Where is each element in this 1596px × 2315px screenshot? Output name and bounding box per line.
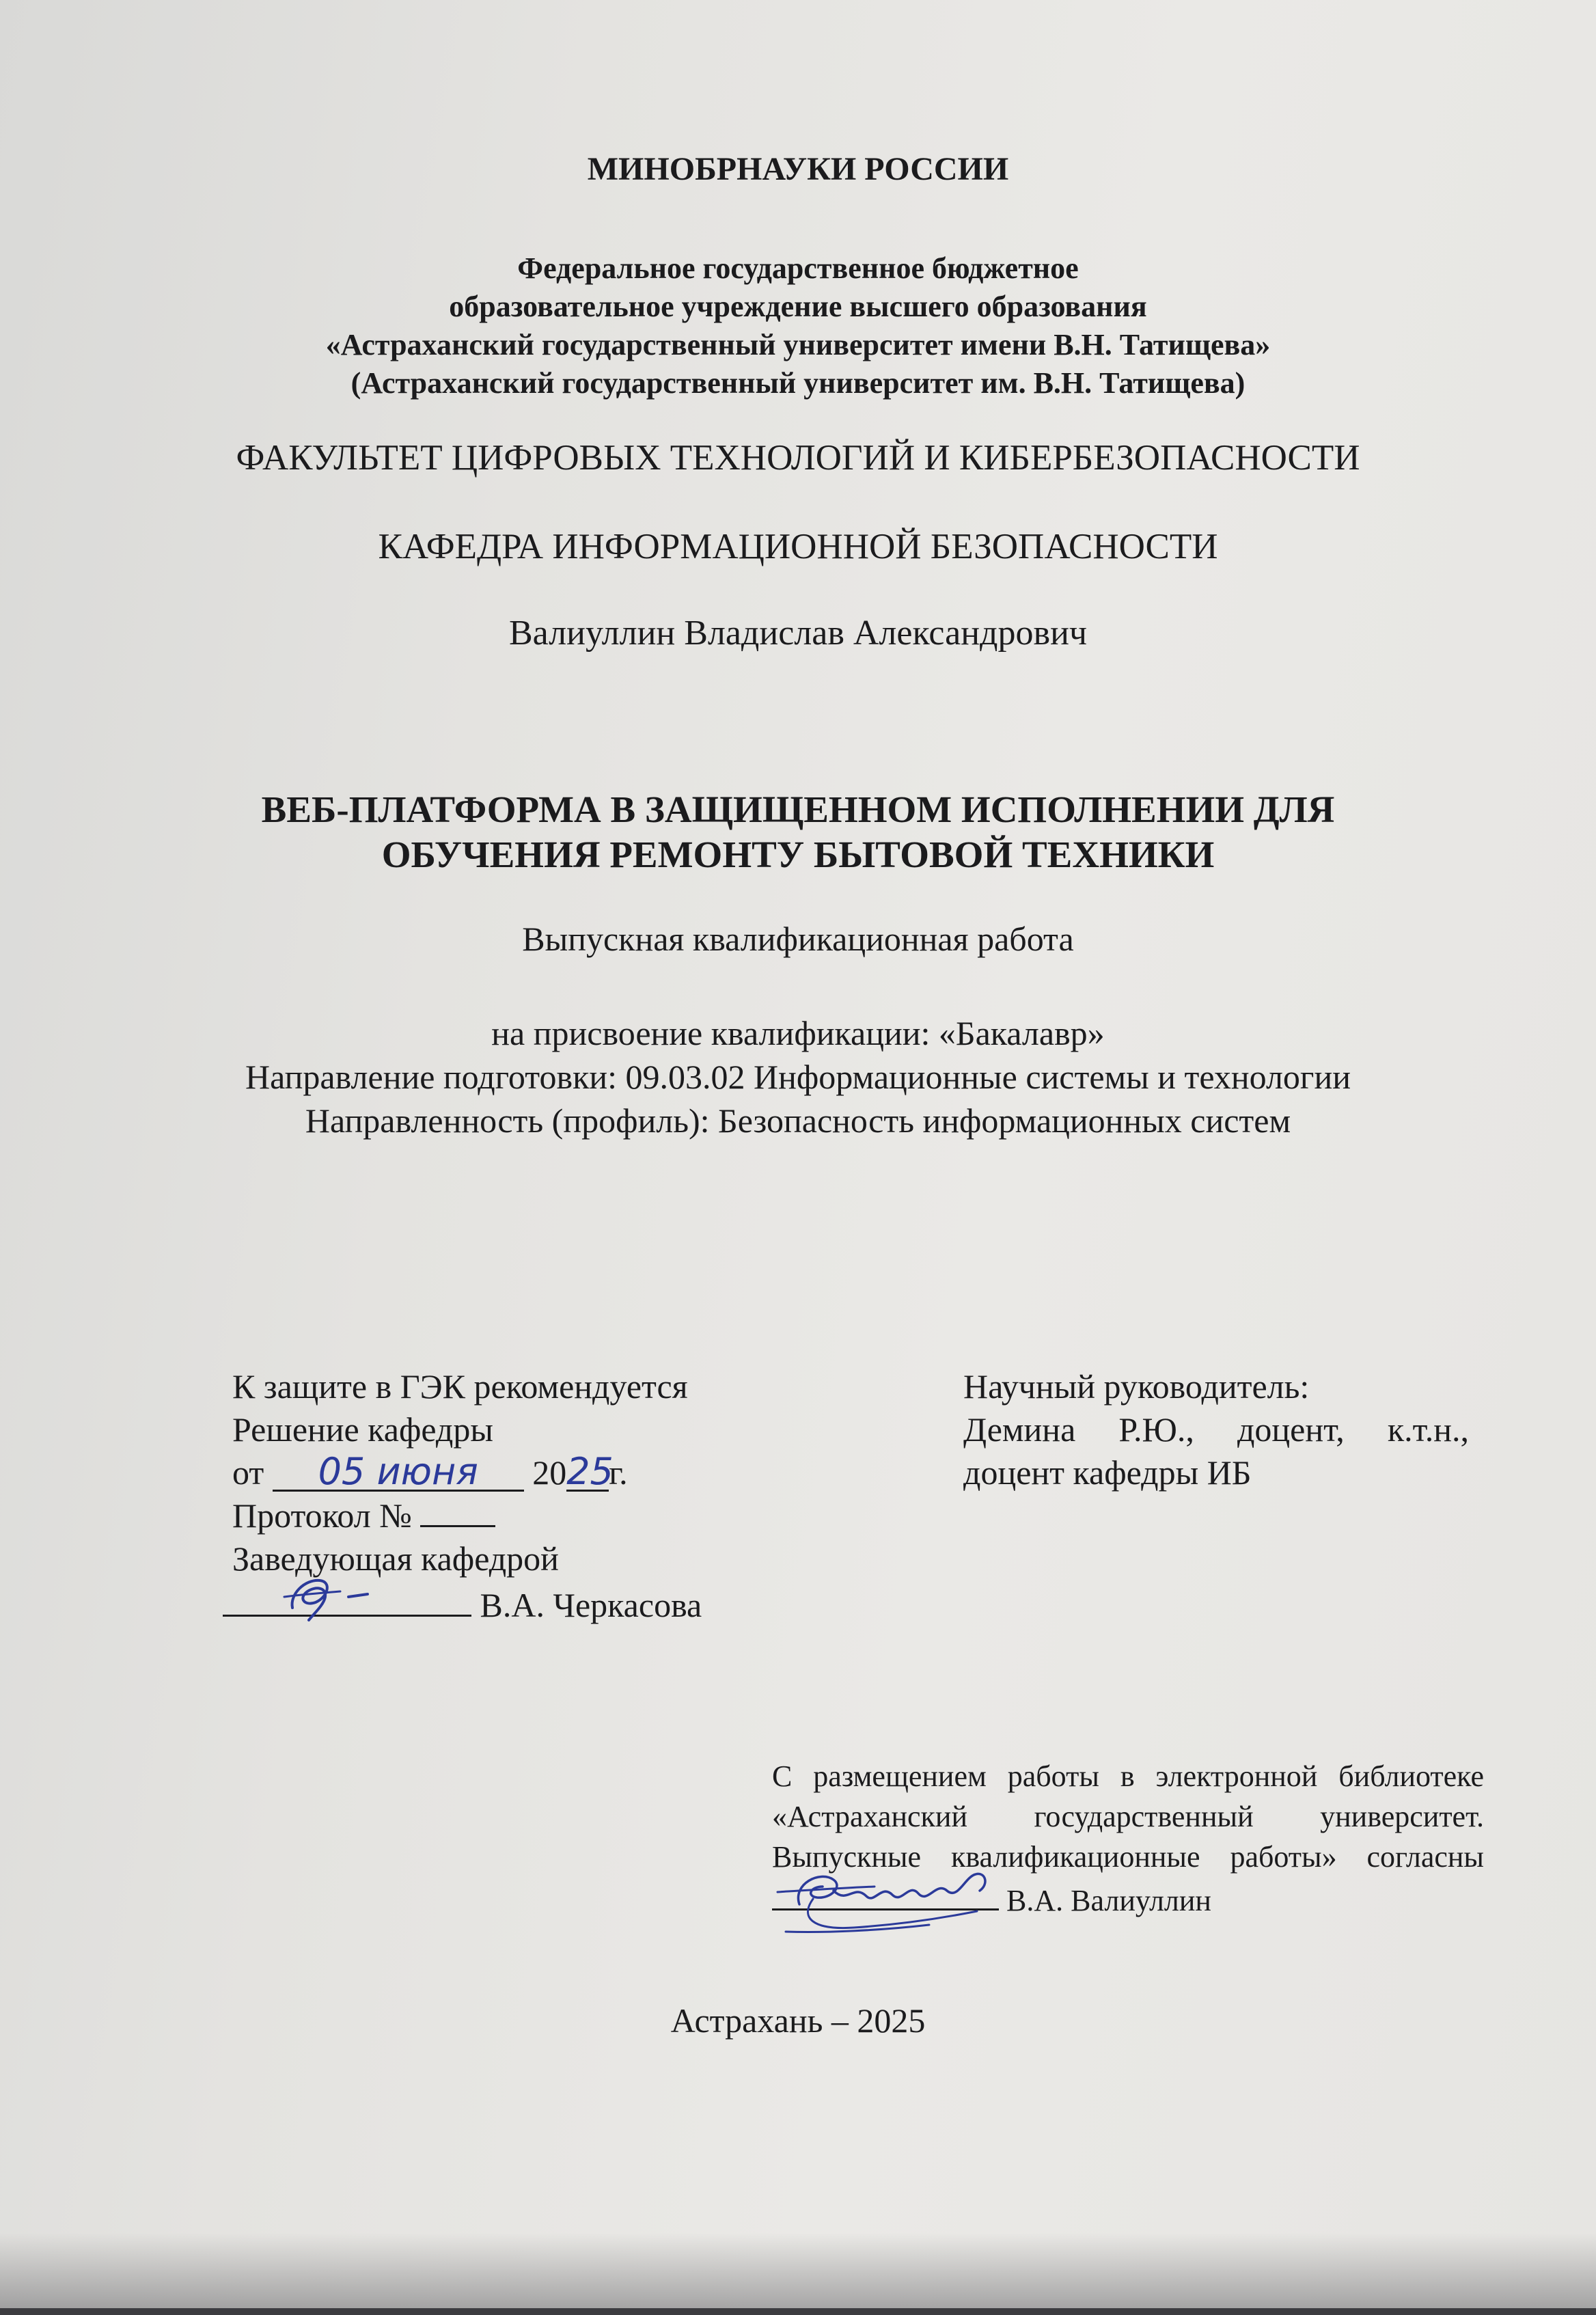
head-signature-line: [223, 1580, 471, 1617]
head-title: Заведующая кафедрой: [232, 1539, 559, 1578]
consent-block: [772, 1756, 1484, 1921]
year-suffix: г.: [609, 1453, 628, 1492]
protocol-number-field: [420, 1525, 495, 1527]
institution-line: образовательное учреждение высшего образования: [449, 290, 1147, 323]
faculty-name: ФАКУЛЬТЕТ ЦИФРОВЫХ ТЕХНОЛОГИЙ И КИБЕРБЕЗОПАСНОСТИ: [236, 438, 1360, 478]
institution-block: [0, 249, 1596, 402]
work-type: Выпускная квалификационная работа: [522, 920, 1074, 958]
institution-line: «Астраханский государственный университет имени В.Н. Татищева»: [325, 328, 1271, 361]
date-field: [273, 1450, 524, 1493]
study-direction: Направление подготовки: 09.03.02 Информационные системы и технологии: [245, 1058, 1351, 1096]
author-name: Валиуллин Владислав Александрович: [508, 614, 1088, 653]
study-profile: Направленность (профиль): Безопасность информационных систем: [305, 1101, 1291, 1140]
ministry-header: МИНОБРНАУКИ РОССИИ: [587, 151, 1009, 187]
supervisor-name: Демина Р.Ю., доцент, к.т.н.,: [963, 1410, 1469, 1449]
supervisor-block: [963, 1365, 1469, 1494]
approval-block: [232, 1365, 779, 1627]
head-name: В.А. Черкасова: [480, 1586, 702, 1624]
work-title: [0, 787, 1596, 877]
consent-name: В.А. Валиуллин: [1006, 1884, 1211, 1917]
consent-signature-line: [772, 1877, 999, 1910]
date-prefix: от: [232, 1453, 264, 1492]
protocol-row: [232, 1494, 779, 1537]
consent-line: С размещением работы в электронной библиотеке: [772, 1759, 1484, 1793]
year-prefix: 20: [532, 1453, 567, 1492]
handwritten-date: 05 июня: [318, 1450, 478, 1493]
qualification-block: [0, 1011, 1596, 1142]
work-title-line: ВЕБ-ПЛАТФОРМА В ЗАЩИЩЕННОМ ИСПОЛНЕНИИ ДЛЯ: [261, 789, 1335, 830]
consent-line: Выпускные квалификационные работы» согласны: [772, 1840, 1484, 1874]
head-signature-row: [223, 1580, 779, 1627]
city-year: Астрахань – 2025: [670, 2001, 926, 2040]
decision-text: Решение кафедры: [232, 1410, 493, 1449]
year-field: [566, 1450, 614, 1493]
consent-line: «Астраханский государственный университет.: [772, 1800, 1484, 1833]
protocol-label: Протокол №: [232, 1496, 412, 1535]
decision-date-row: [232, 1451, 779, 1494]
supervisor-position: доцент кафедры ИБ: [963, 1453, 1252, 1492]
consent-signature-row: [772, 1877, 1484, 1921]
author-signature: [772, 1857, 998, 1945]
institution-line: Федеральное государственное бюджетное: [517, 251, 1079, 285]
page-edge: [0, 2308, 1596, 2315]
handwritten-year: 25: [566, 1450, 614, 1493]
photo-shadow: [0, 2233, 1596, 2315]
supervisor-label: Научный руководитель:: [963, 1367, 1310, 1406]
department-name: КАФЕДРА ИНФОРМАЦИОННОЙ БЕЗОПАСНОСТИ: [378, 527, 1218, 566]
recommend-text: К защите в ГЭК рекомендуется: [232, 1367, 688, 1406]
head-signature: [277, 1567, 380, 1621]
work-title-line: ОБУЧЕНИЯ РЕМОНТУ БЫТОВОЙ ТЕХНИКИ: [381, 834, 1215, 875]
institution-line: (Астраханский государственный университет им. В.Н. Татищева): [350, 366, 1246, 400]
qualification: на присвоение квалификации: «Бакалавр»: [491, 1014, 1105, 1052]
